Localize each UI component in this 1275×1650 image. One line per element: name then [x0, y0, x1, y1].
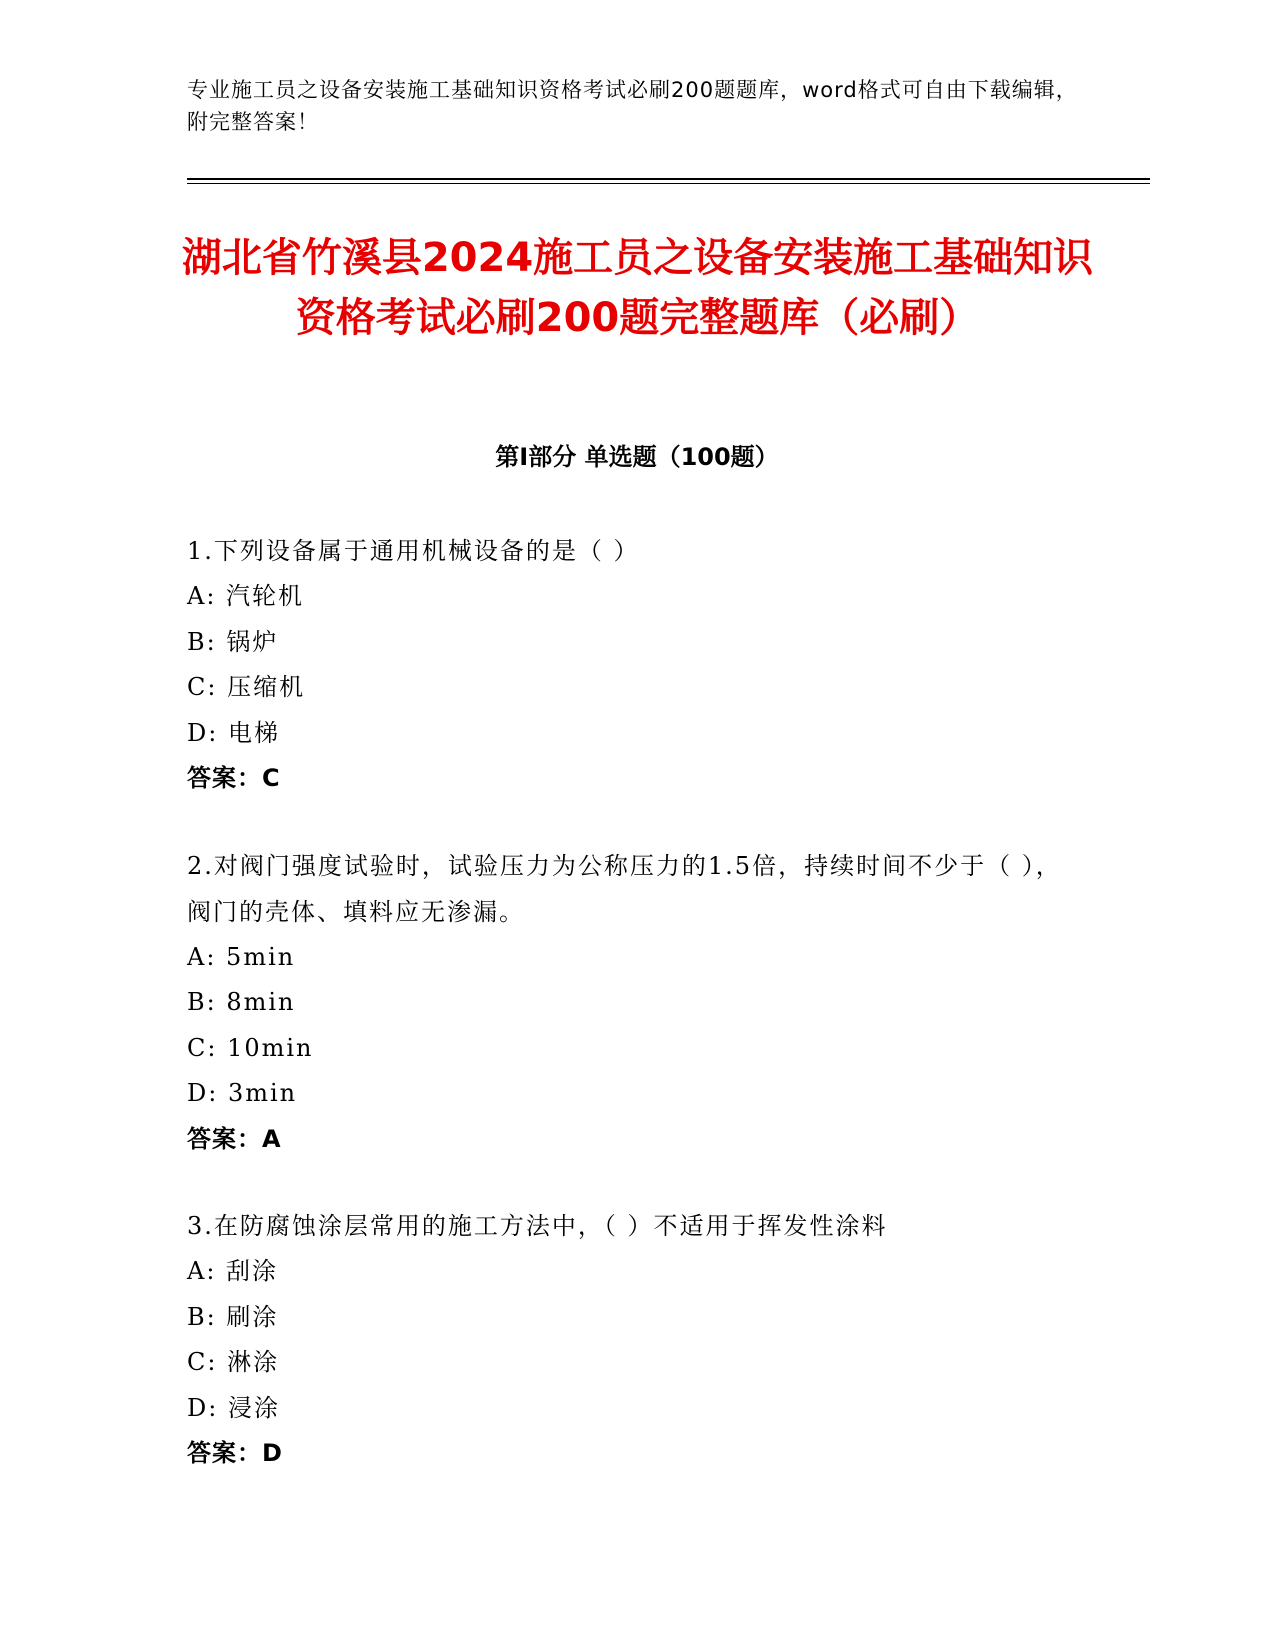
question-2: [187, 843, 1087, 1163]
option-b: B: 刷涂: [187, 1302, 279, 1331]
question-text: 2.对阀门强度试验时，试验压力为公称压力的1.5倍，持续时间不少于（ ），阀门的壳体、填料应无渗漏。: [187, 851, 1062, 926]
header-rule-thick: [187, 178, 1150, 180]
answer: 答案：A: [187, 1124, 282, 1153]
option-b: B: 锅炉: [187, 627, 279, 656]
option-b: B: 8min: [187, 988, 296, 1016]
question-text: 3.在防腐蚀涂层常用的施工方法中，（ ）不适用于挥发性涂料: [187, 1212, 888, 1240]
option-d: D: 3min: [187, 1079, 298, 1107]
option-a: A: 5min: [187, 942, 296, 971]
option-d: D: 浸涂: [187, 1393, 280, 1422]
header-note: 专业施工员之设备安装施工基础知识资格考试必刷200题题库，word格式可自由下载编辑，附完整答案！: [187, 78, 1078, 134]
option-c: C: 压缩机: [187, 673, 306, 701]
question-list: [187, 528, 1087, 1518]
answer: 答案：D: [187, 1439, 283, 1467]
option-a: A: 刮涂: [187, 1257, 279, 1285]
question-3: [187, 1203, 1087, 1477]
option-c: C: 淋涂: [187, 1348, 280, 1376]
section-title: 第I部分 单选题（100题）: [495, 443, 779, 471]
question-1: [187, 528, 1087, 802]
option-c: C: 10min: [187, 1033, 314, 1062]
document-title: 湖北省竹溪县2024施工员之设备安装施工基础知识资格考试必刷200题完整题库（必刷）: [181, 235, 1094, 341]
header-rule-thin: [187, 183, 1150, 184]
option-d: D: 电梯: [187, 718, 280, 747]
question-text: 1.下列设备属于通用机械设备的是（ ）: [187, 537, 640, 565]
answer: 答案：C: [187, 764, 281, 792]
option-a: A: 汽轮机: [187, 582, 305, 610]
